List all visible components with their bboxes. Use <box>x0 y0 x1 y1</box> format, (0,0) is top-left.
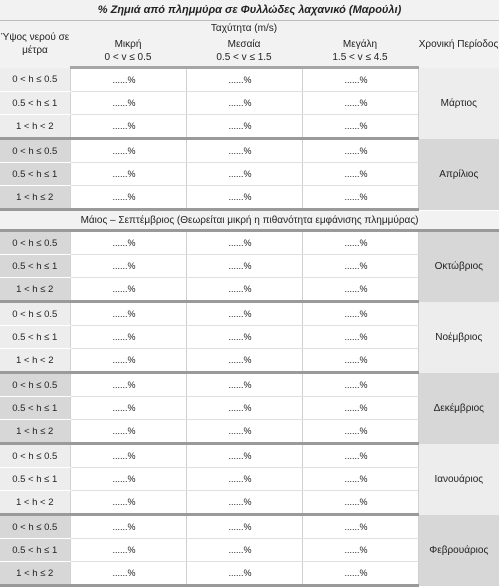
velocity-category-range: 0 < v ≤ 0.5 <box>104 52 152 63</box>
damage-percent-input[interactable]: ......% <box>186 373 302 397</box>
height-range-cell: 1 < h ≤ 2 <box>0 186 70 210</box>
damage-percent-input[interactable]: ......% <box>302 92 418 115</box>
height-range-cell: 0.5 < h ≤ 1 <box>0 539 70 562</box>
table-row <box>0 68 499 92</box>
table-row <box>0 302 499 326</box>
damage-percent-input[interactable]: ......% <box>70 255 186 278</box>
height-header: Ύψος νερού σε μέτρα <box>0 21 70 68</box>
damage-percent-input[interactable]: ......% <box>186 139 302 163</box>
table-row <box>0 231 499 255</box>
height-range-cell: 0.5 < h ≤ 1 <box>0 92 70 115</box>
damage-percent-input[interactable]: ......% <box>186 255 302 278</box>
damage-percent-input[interactable]: ......% <box>186 278 302 302</box>
period-header: Χρονική Περίοδος <box>418 21 499 68</box>
damage-percent-input[interactable]: ......% <box>302 68 418 92</box>
height-range-cell: 0.5 < h ≤ 1 <box>0 326 70 349</box>
damage-percent-input[interactable]: ......% <box>302 491 418 515</box>
height-range-cell: 1 < h < 2 <box>0 349 70 373</box>
month-cell: Οκτώβριος <box>418 231 499 302</box>
damage-percent-input[interactable]: ......% <box>186 397 302 420</box>
height-range-cell: 0 < h ≤ 0.5 <box>0 231 70 255</box>
damage-percent-input[interactable]: ......% <box>186 92 302 115</box>
damage-percent-input[interactable]: ......% <box>186 491 302 515</box>
damage-percent-input[interactable]: ......% <box>70 231 186 255</box>
damage-percent-input[interactable]: ......% <box>302 515 418 539</box>
damage-percent-input[interactable]: ......% <box>186 115 302 139</box>
damage-percent-input[interactable]: ......% <box>302 231 418 255</box>
velocity-category-label: Μεγάλη <box>342 39 378 50</box>
month-cell: Φεβρουάριος <box>418 515 499 586</box>
month-cell: Ιανουάριος <box>418 444 499 515</box>
damage-percent-input[interactable]: ......% <box>302 278 418 302</box>
damage-percent-input[interactable]: ......% <box>70 115 186 139</box>
damage-percent-input[interactable]: ......% <box>302 444 418 468</box>
damage-percent-input[interactable]: ......% <box>186 468 302 491</box>
damage-percent-input[interactable]: ......% <box>70 491 186 515</box>
damage-percent-input[interactable]: ......% <box>70 349 186 373</box>
damage-percent-input[interactable]: ......% <box>186 562 302 586</box>
height-range-cell: 0.5 < h ≤ 1 <box>0 163 70 186</box>
damage-percent-input[interactable]: ......% <box>186 326 302 349</box>
damage-percent-input[interactable]: ......% <box>70 186 186 210</box>
damage-percent-input[interactable]: ......% <box>302 163 418 186</box>
height-range-cell: 1 < h < 2 <box>0 115 70 139</box>
month-cell: Δεκέμβριος <box>418 373 499 444</box>
table-row <box>0 515 499 539</box>
damage-percent-input[interactable]: ......% <box>302 468 418 491</box>
damage-percent-input[interactable]: ......% <box>302 186 418 210</box>
height-range-cell: 0.5 < h ≤ 1 <box>0 397 70 420</box>
damage-percent-input[interactable]: ......% <box>302 115 418 139</box>
velocity-category-range: 1.5 < v ≤ 4.5 <box>332 52 388 63</box>
velocity-header: Ταχύτητα (m/s) <box>70 21 418 37</box>
height-range-cell: 0 < h ≤ 0.5 <box>0 302 70 326</box>
height-range-cell: 1 < h < 2 <box>0 491 70 515</box>
damage-percent-input[interactable]: ......% <box>302 326 418 349</box>
damage-percent-input[interactable]: ......% <box>70 302 186 326</box>
damage-percent-input[interactable]: ......% <box>70 163 186 186</box>
damage-percent-input[interactable]: ......% <box>302 397 418 420</box>
velocity-category-low <box>70 36 186 68</box>
damage-percent-input[interactable]: ......% <box>186 68 302 92</box>
table-title: % Ζημιά από πλημμύρα σε Φυλλώδες λαχανικό (Μαρούλι) <box>0 0 499 21</box>
velocity-category-range: 0.5 < v ≤ 1.5 <box>216 52 272 63</box>
damage-percent-input[interactable]: ......% <box>70 420 186 444</box>
month-cell: Μάρτιος <box>418 68 499 139</box>
damage-percent-input[interactable]: ......% <box>302 302 418 326</box>
damage-percent-input[interactable]: ......% <box>70 539 186 562</box>
damage-percent-input[interactable]: ......% <box>70 397 186 420</box>
damage-percent-input[interactable]: ......% <box>70 373 186 397</box>
damage-percent-input[interactable]: ......% <box>70 515 186 539</box>
damage-percent-input[interactable]: ......% <box>186 515 302 539</box>
damage-percent-input[interactable]: ......% <box>302 539 418 562</box>
height-range-cell: 0 < h ≤ 0.5 <box>0 515 70 539</box>
height-range-cell: 0 < h ≤ 0.5 <box>0 139 70 163</box>
height-range-cell: 1 < h ≤ 2 <box>0 278 70 302</box>
damage-percent-input[interactable]: ......% <box>70 139 186 163</box>
height-range-cell: 0.5 < h ≤ 1 <box>0 468 70 491</box>
velocity-category-label: Μικρή <box>114 39 142 50</box>
damage-percent-input[interactable]: ......% <box>70 278 186 302</box>
table-row <box>0 139 499 163</box>
velocity-category-high <box>302 36 418 68</box>
damage-percent-input[interactable]: ......% <box>186 163 302 186</box>
damage-percent-input[interactable]: ......% <box>302 255 418 278</box>
month-cell: Απρίλιος <box>418 139 499 210</box>
damage-percent-input[interactable]: ......% <box>70 326 186 349</box>
damage-percent-input[interactable]: ......% <box>186 186 302 210</box>
height-range-cell: 1 < h ≤ 2 <box>0 562 70 586</box>
damage-percent-input[interactable]: ......% <box>302 562 418 586</box>
velocity-category-medium <box>186 36 302 68</box>
damage-percent-input[interactable]: ......% <box>70 562 186 586</box>
table-row <box>0 373 499 397</box>
height-range-cell: 1 < h ≤ 2 <box>0 420 70 444</box>
note-row <box>0 210 499 231</box>
month-cell: Νοέμβριος <box>418 302 499 373</box>
damage-percent-input[interactable]: ......% <box>186 539 302 562</box>
damage-percent-input[interactable]: ......% <box>70 468 186 491</box>
height-range-cell: 0 < h ≤ 0.5 <box>0 444 70 468</box>
height-range-cell: 0 < h ≤ 0.5 <box>0 373 70 397</box>
damage-percent-input[interactable]: ......% <box>302 139 418 163</box>
damage-percent-input[interactable]: ......% <box>302 373 418 397</box>
damage-percent-input[interactable]: ......% <box>186 444 302 468</box>
damage-percent-input[interactable]: ......% <box>70 92 186 115</box>
velocity-category-label: Μεσαία <box>227 39 261 50</box>
note-cell: Μάιος – Σεπτέμβριος (Θεωρείται μικρή η πιθανότητα εμφάνισης πλημμύρας) <box>0 210 499 231</box>
damage-percent-input[interactable]: ......% <box>70 444 186 468</box>
damage-percent-input[interactable]: ......% <box>186 302 302 326</box>
damage-percent-input[interactable]: ......% <box>186 420 302 444</box>
damage-percent-input[interactable]: ......% <box>186 231 302 255</box>
damage-percent-input[interactable]: ......% <box>302 420 418 444</box>
damage-percent-input[interactable]: ......% <box>70 68 186 92</box>
height-range-cell: 0.5 < h ≤ 1 <box>0 255 70 278</box>
table-row <box>0 444 499 468</box>
damage-percent-input[interactable]: ......% <box>186 349 302 373</box>
height-range-cell: 0 < h ≤ 0.5 <box>0 68 70 92</box>
damage-percent-input[interactable]: ......% <box>302 349 418 373</box>
